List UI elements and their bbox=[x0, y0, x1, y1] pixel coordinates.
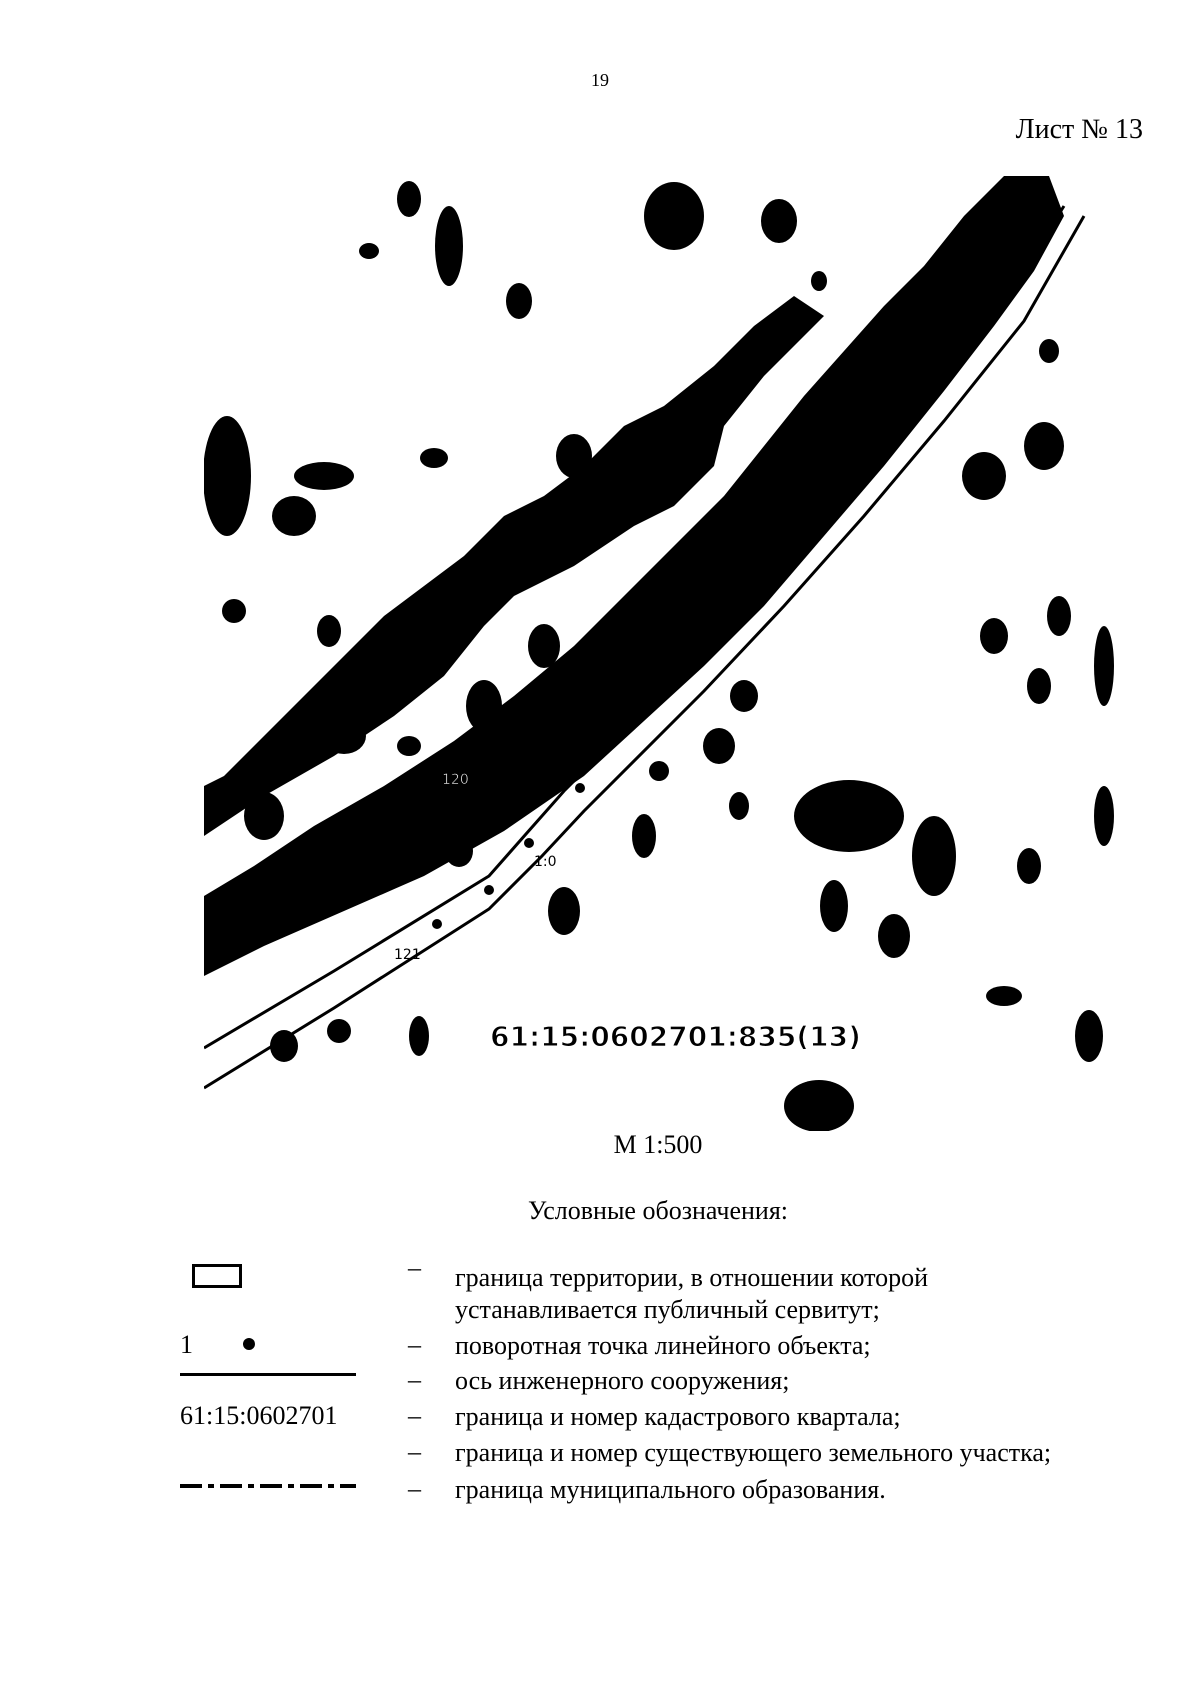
easement-rectangle-icon bbox=[180, 1264, 356, 1288]
legend-dash: – bbox=[408, 1401, 421, 1430]
municipal-boundary-icon bbox=[180, 1477, 356, 1495]
legend-dash: – bbox=[408, 1437, 421, 1466]
map-point-label: 1:0 bbox=[534, 854, 557, 870]
legend-text: поворотная точка линейного объекта; bbox=[455, 1331, 871, 1360]
cadastral-parcel-label: 61:15:0602701:835(13) bbox=[490, 1020, 861, 1053]
map-point-label: 120 bbox=[442, 772, 469, 788]
turning-point-icon: 1 bbox=[180, 1330, 356, 1360]
legend-dash: – bbox=[408, 1474, 421, 1503]
sheet-label: Лист № 13 bbox=[1015, 114, 1143, 145]
cadastral-quarter-label: 61:15:0602701 bbox=[180, 1401, 338, 1430]
legend-dash: – bbox=[408, 1253, 421, 1282]
legend-text: граница территории, в отношении которой устанавливается публичный сервитут; bbox=[455, 1263, 929, 1324]
legend-title: Условные обозначения: bbox=[527, 1196, 789, 1225]
map-scale: М 1:500 bbox=[613, 1130, 703, 1159]
legend-text: граница и номер кадастрового квартала; bbox=[455, 1402, 901, 1431]
legend-dash: – bbox=[408, 1365, 421, 1394]
axis-line-icon bbox=[180, 1373, 356, 1376]
page-number: 19 bbox=[591, 70, 609, 90]
legend-text: граница и номер существующего земельного участка; bbox=[455, 1438, 1052, 1467]
legend-text: ось инженерного сооружения; bbox=[455, 1366, 790, 1395]
legend-text: граница муниципального образования. bbox=[455, 1475, 886, 1504]
legend-dash: – bbox=[408, 1330, 421, 1359]
map-point-label: 121 bbox=[394, 947, 421, 963]
